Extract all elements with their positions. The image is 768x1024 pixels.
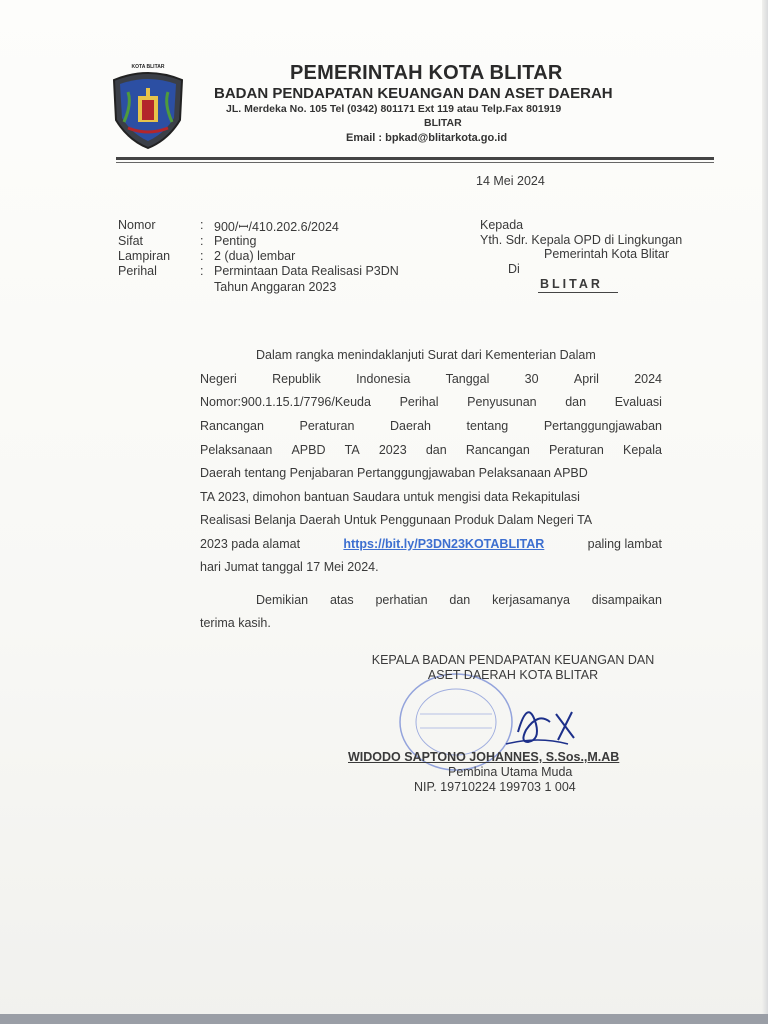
body-line-justified: [200, 395, 662, 409]
meta-label-perihal: Perihal: [118, 264, 157, 278]
meta-colon: :: [200, 218, 204, 232]
recipient-line2: Pemerintah Kota Blitar: [544, 247, 670, 261]
word: Rancangan: [200, 419, 264, 433]
word: 30: [524, 372, 539, 386]
recipient-kepada: Kepada: [480, 218, 524, 232]
letter-date: 14 Mei 2024: [476, 174, 545, 188]
word: Peraturan: [548, 443, 604, 457]
word: 2024: [634, 372, 662, 386]
word: Negeri: [200, 372, 237, 386]
agency-email: Email : bpkad@blitarkota.go.id: [346, 132, 508, 144]
meta-colon: :: [200, 264, 204, 278]
word: Demikian: [256, 593, 309, 607]
logo-label: KOTA BLITAR: [131, 64, 165, 70]
word: dan: [449, 593, 471, 607]
body-line-justified: [200, 443, 662, 457]
meta-value-lampiran: 2 (dua) lembar: [214, 249, 296, 263]
word: perhatian: [375, 593, 428, 607]
body-line: TA 2023, dimohon bantuan Saudara untuk mengisi data Rekapitulasi: [200, 490, 580, 504]
signatory-rank: Pembina Utama Muda: [448, 765, 573, 779]
signatory-title-cont: ASET DAERAH KOTA BLITAR: [427, 668, 599, 682]
government-name: PEMERINTAH KOTA BLITAR: [290, 62, 563, 84]
word: Indonesia: [356, 372, 411, 386]
word: Peraturan: [299, 419, 355, 433]
body-line-with-link: [200, 537, 662, 551]
recipient-line1: Yth. Sdr. Kepala OPD di Lingkungan: [480, 233, 683, 247]
recipient-di: Di: [508, 262, 520, 276]
agency-city: BLITAR: [424, 117, 462, 129]
meta-value-perihal-cont: Tahun Anggaran 2023: [214, 280, 337, 294]
word: Republik: [272, 372, 321, 386]
letterhead-divider-thin: [116, 162, 714, 163]
word: atas: [329, 593, 354, 607]
word: Daerah: [389, 419, 431, 433]
word: Rancangan: [465, 443, 530, 457]
word: April: [573, 372, 599, 386]
word: Pelaksanaan: [200, 443, 273, 457]
word: APBD: [291, 443, 326, 457]
page-right-edge: [762, 0, 768, 1024]
meta-value-perihal: Permintaan Data Realisasi P3DN: [214, 264, 399, 278]
body-line: Dalam rangka menindaklanjuti Surat dari Kementerian Dalam: [256, 348, 596, 362]
word: Penyusunan: [467, 395, 537, 409]
body-line-justified: [200, 419, 662, 433]
agency-name: BADAN PENDAPATAN KEUANGAN DAN ASET DAERAH: [214, 85, 613, 102]
recipient-city: BLITAR: [540, 277, 603, 291]
body-text: paling lambat: [587, 537, 662, 551]
signatory-title: KEPALA BADAN PENDAPATAN KEUANGAN DAN: [371, 653, 655, 667]
closing-line-end: terima kasih.: [200, 616, 271, 630]
meta-value-sifat: Penting: [214, 234, 257, 248]
body-line: Realisasi Belanja Daerah Untuk Penggunaan Produk Dalam Negeri TA: [200, 513, 593, 527]
meta-value-nomor: 900/ꟷ/410.202.6/2024: [214, 220, 339, 234]
p3dn-form-link[interactable]: https://bit.ly/P3DN23KOTABLITAR: [343, 537, 545, 551]
word: Pertanggungjawaban: [543, 419, 662, 433]
signatory-name: WIDODO SAPTONO JOHANNES, S.Sos.,M.AB: [348, 750, 620, 764]
word: Nomor:900.1.15.1/7796/Keuda: [200, 395, 371, 409]
word: Evaluasi: [614, 395, 662, 409]
word: Kepala: [623, 443, 662, 457]
body-line: Daerah tentang Penjabaran Pertanggungjawaban Pelaksanaan APBD: [200, 466, 588, 480]
meta-colon: :: [200, 249, 204, 263]
word: disampaikan: [591, 593, 662, 607]
meta-label-sifat: Sifat: [118, 234, 144, 248]
handwritten-signature-icon: [498, 692, 588, 752]
kota-blitar-logo-icon: [108, 62, 188, 150]
body-line: hari Jumat tanggal 17 Mei 2024.: [200, 560, 379, 574]
page-bottom-edge: [0, 1014, 768, 1024]
agency-address: JL. Merdeka No. 105 Tel (0342) 801171 Ext 119 atau Telp.Fax 801919: [226, 103, 562, 115]
word: tentang: [466, 419, 509, 433]
signatory-nip: NIP. 19710224 199703 1 004: [414, 780, 576, 794]
word: dan: [425, 443, 447, 457]
recipient-city-underline: [538, 292, 618, 293]
closing-line: [256, 593, 662, 607]
letterhead-divider: [116, 157, 714, 160]
word: Tanggal: [445, 372, 490, 386]
body-line-justified: [200, 372, 662, 386]
word: kerjasamanya: [492, 593, 570, 607]
word: TA: [344, 443, 360, 457]
word: dan: [565, 395, 587, 409]
word: Perihal: [399, 395, 439, 409]
word: 2023: [378, 443, 407, 457]
body-text: 2023 pada alamat: [200, 537, 301, 551]
meta-label-nomor: Nomor: [118, 218, 156, 232]
meta-colon: :: [200, 234, 204, 248]
meta-label-lampiran: Lampiran: [118, 249, 171, 263]
